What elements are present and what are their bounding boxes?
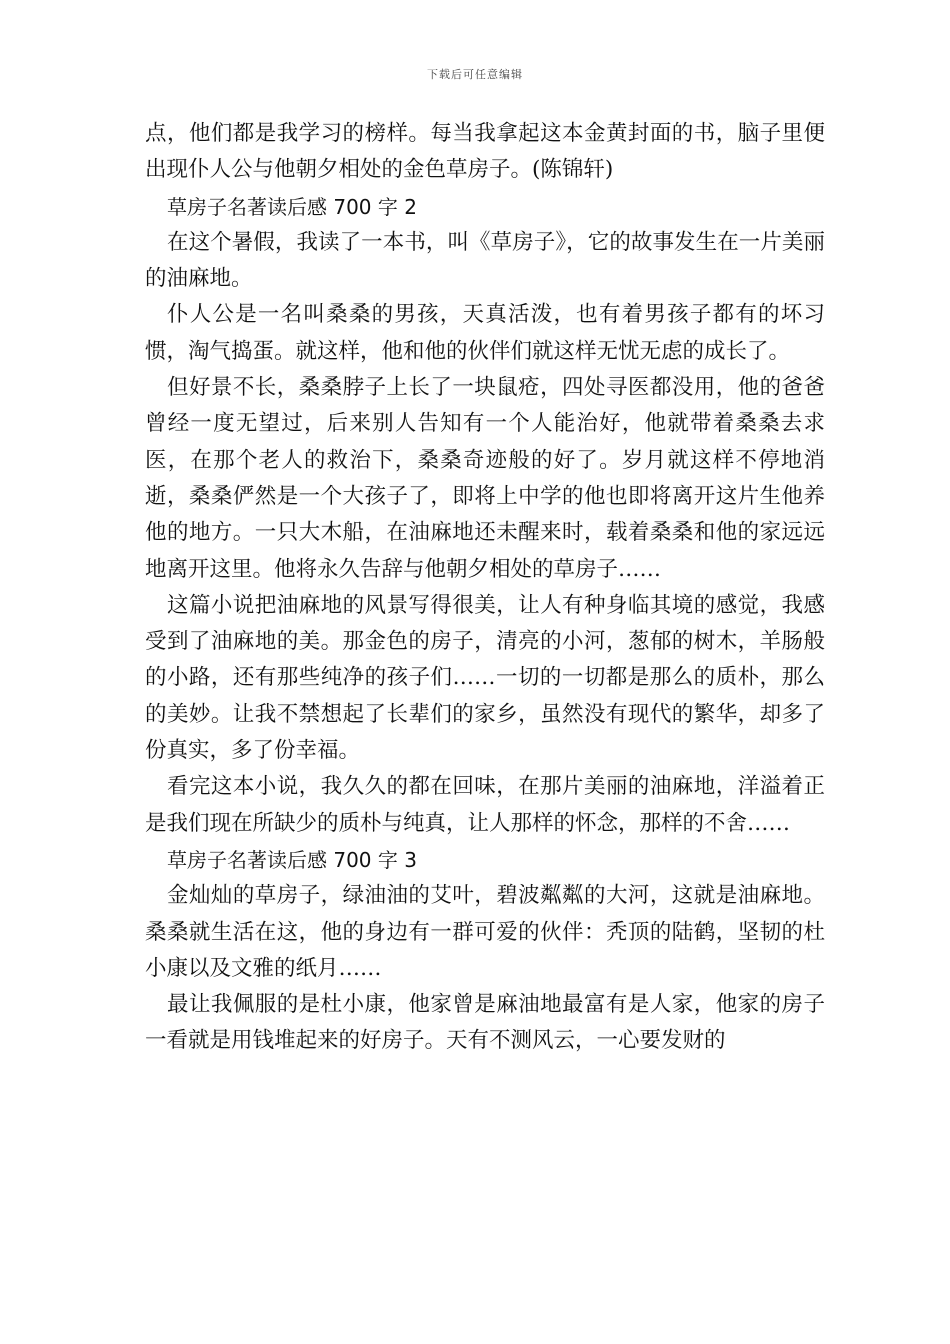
page-header-note: 下载后可任意编辑 [427, 68, 523, 81]
paragraph-1: 点，他们都是我学习的榜样。每当我拿起这本金黄封面的书，脑子里便出现仆人公与他朝夕相处的金色草房子。(陈锦轩) [145, 121, 825, 183]
paragraph-3: 仆人公是一名叫桑桑的男孩，天真活泼，也有着男孩子都有的坏习惯，淘气捣蛋。就这样，他和他的伙伴们就这样无忧无虑的成长了。 [145, 302, 825, 364]
paragraph-5: 这篇小说把油麻地的风景写得很美，让人有种身临其境的感觉，我感受到了油麻地的美。那金色的房子，清亮的小河，葱郁的树木，羊肠般的小路，还有那些纯净的孩子们……一切的一切都是那么的质朴，那么的美妙。让我不禁想起了长辈们的家乡，虽然没有现代的繁华，却多了份真实，多了份幸福。 [145, 592, 825, 764]
paragraph-6: 看完这本小说，我久久的都在回味，在那片美丽的油麻地，洋溢着正是我们现在所缺少的质朴与纯真，让人那样的怀念，那样的不舍…… [145, 774, 825, 836]
paragraph-4: 但好景不长，桑桑脖子上长了一块鼠疮，四处寻医都没用，他的爸爸曾经一度无望过，后来别人告知有一个人能治好，他就带着桑桑去求医，在那个老人的救治下，桑桑奇迹般的好了。岁月就这样不停地消逝，桑桑俨然是一个大孩子了，即将上中学的他也即将离开这片生他养他的地方。一只大木船，在油麻地还未醒来时，载着桑桑和他的家远远地离开这里。他将永久告辞与他朝夕相处的草房子…… [145, 375, 825, 582]
paragraph-7: 金灿灿的草房子，绿油油的艾叶，碧波粼粼的大河，这就是油麻地。桑桑就生活在这，他的身边有一群可爱的伙伴：秃顶的陆鹤，坚韧的杜小康以及文雅的纸月…… [145, 883, 825, 981]
paragraph-8: 最让我佩服的是杜小康，他家曾是麻油地最富有是人家，他家的房子一看就是用钱堆起来的好房子。天有不测风云，一心要发财的 [145, 992, 825, 1054]
section-heading-2: 草房子名著读后感 700 字 2 [167, 194, 417, 219]
document-body [145, 116, 825, 1060]
paragraph-2: 在这个暑假，我读了一本书，叫《草房子》，它的故事发生在一片美丽的油麻地。 [145, 229, 825, 292]
section-heading-3: 草房子名著读后感 700 字 3 [167, 847, 417, 872]
